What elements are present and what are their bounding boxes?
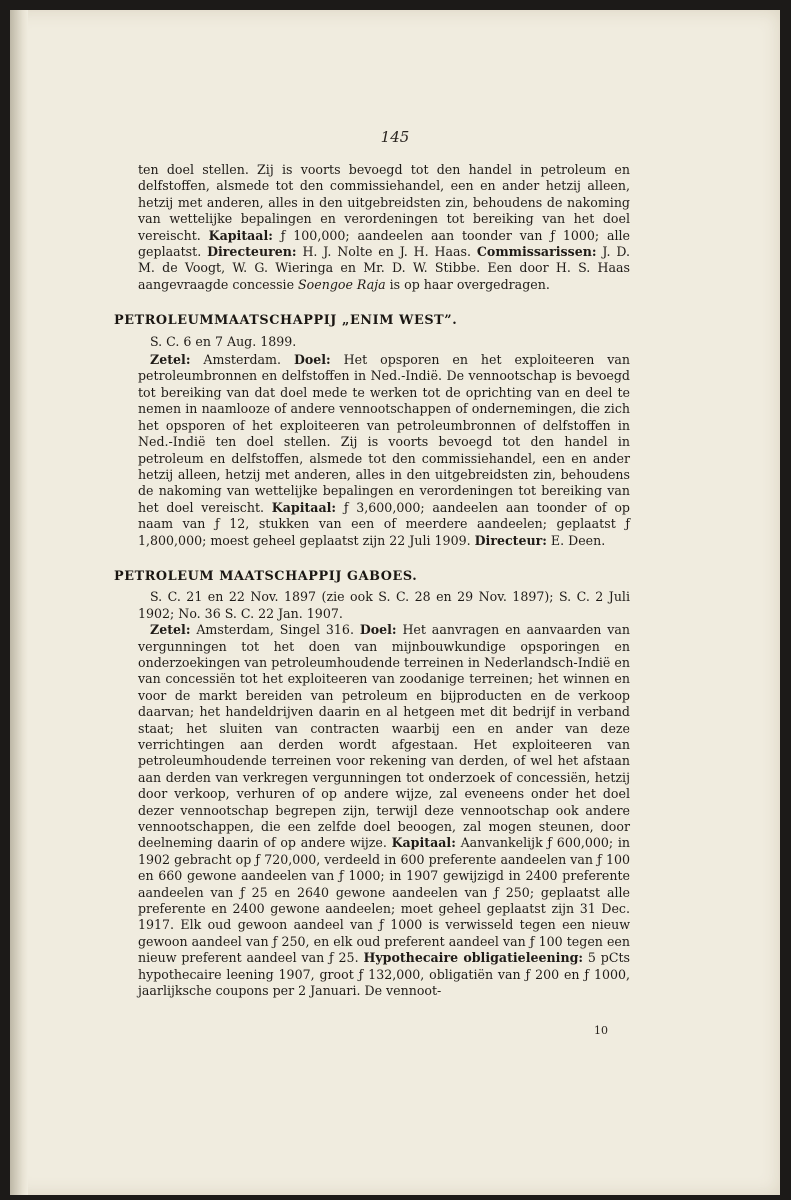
gaboes-zetel: Amsterdam, Singel 316.	[190, 622, 360, 638]
signature-mark: 10	[594, 1024, 608, 1037]
gaboes-text-1: Het aanvragen en aanvaarden van vergunningen tot het doen van mijnbouwkundige opsporingen en onderzoekingen van petroleumhoudende terreinen in Nederlandsch-Indië en van concessiën tot het exploiteeren van zoodanige terreinen; het winnen en voor de markt bereiden van petroleum en bijproducten en de verkoop daarvan; het handeldrijven daarin en al hetgeen met dit bedrijf in verband staat; het sluiten van contracten waarbij een en ander van deze verrichtingen aan derden wordt afgestaan. Het exploiteeren van petroleumhoudende terreinen voor rekening van derden, of wel het afstaan aan derden van verkregen vergunningen tot onderzoek of concessiën, hetzij door verkoop, verhuren of op andere wijze, zal eveneens onder het doel dezer vennootschap begrepen zijn, terwijl deze vennootschap ook andere vennootschappen, die een zelfde doel beoogen, zal mogen steunen, door deelneming daarin of op andere wijze.	[138, 622, 630, 851]
enim-west-heading: PETROLEUMMAATSCHAPPIJ „ENIM WEST”.	[114, 313, 458, 329]
page-number: 145	[380, 128, 410, 146]
page-body	[114, 162, 631, 1000]
enim-west-text-3: E. Deen.	[546, 532, 606, 548]
gaboes-paragraph	[138, 622, 630, 999]
intro-concession-name: Soengoe Raja	[298, 276, 386, 292]
intro-text-4: J. D. M. de Voogt, W. G. Wieringa en Mr. D. W. Stibbe. Een door H. S. Haas aangevraagde concessie	[138, 244, 630, 292]
intro-text-5: is op haar overgedragen.	[385, 276, 550, 292]
gaboes-hypo-label: Hypothecaire obligatieleening:	[363, 950, 584, 966]
intro-text-2: ƒ 100,000; aandeelen aan toonder van ƒ 1000; alle geplaatst.	[138, 227, 630, 260]
book-page	[10, 10, 780, 1195]
gaboes-text-2: Aanvankelijk ƒ 600,000; in 1902 gebracht op ƒ 720,000, verdeeld in 600 preferente aandeelen van ƒ 100 en 660 gewone aandeelen van ƒ 1000; in 1907 gewijzigd in 2400 preferente aandeelen van ƒ 25 en 2640 gewone aandeelen van ƒ 250; geplaatst alle preferente en 2400 gewone aandeelen; moet geheel geplaatst zijn 31 Dec. 1917. Elk oud gewoon aandeel van ƒ 1000 is verwisseld tegen een nieuw gewoon aandeel van ƒ 250, en elk oud preferent aandeel van ƒ 100 tegen een nieuw preferent aandeel van ƒ 25.	[138, 835, 630, 966]
enim-west-sc: S. C. 6 en 7 Aug. 1899.	[150, 333, 297, 349]
intro-text-3: H. J. Nolte en J. H. Haas.	[296, 244, 477, 260]
enim-west-doel-label: Doel:	[293, 352, 331, 368]
gaboes-heading: PETROLEUM MAATSCHAPPIJ GABOES.	[114, 568, 418, 584]
enim-west-zetel: Amsterdam.	[190, 352, 294, 368]
gaboes-doel-label: Doel:	[359, 622, 397, 638]
enim-west-paragraph	[138, 352, 630, 549]
enim-west-zetel-label: Zetel:	[150, 352, 191, 368]
gaboes-kapitaal-label: Kapitaal:	[391, 835, 456, 851]
intro-commissarissen-label: Commissarissen:	[476, 244, 597, 260]
intro-kapitaal-label: Kapitaal:	[208, 227, 273, 243]
gaboes-refs: S. C. 21 en 22 Nov. 1897 (zie ook S. C. 28 en 29 Nov. 1897); S. C. 2 Juli 1902; No. 36 S. C. 22 Jan. 1907.	[138, 589, 630, 621]
page-spine-shadow	[10, 10, 28, 1195]
enim-west-kapitaal-label: Kapitaal:	[271, 499, 337, 515]
enim-west-text-2: ƒ 3,600,000; aandeelen aan toonder of op naam van ƒ 12, stukken van een of meerdere aandeelen; geplaatst ƒ 1,800,000; moest geheel geplaatst zijn 22 Juli 1909.	[138, 499, 630, 548]
gaboes-text-3: 5 pCts hypothecaire leening 1907, groot ƒ 132,000, obligatiën van ƒ 200 en ƒ 1000, jaarlijksche coupons per 2 Januari. De vennoot-	[138, 950, 630, 999]
intro-directeuren-label: Directeuren:	[207, 244, 297, 260]
gaboes-zetel-label: Zetel:	[150, 622, 191, 638]
intro-text-1: ten doel stellen. Zij is voorts bevoegd tot den handel in petroleum en delfstoffen, alsmede tot den commissiehandel, een en ander hetzij alleen, hetzij met anderen, alles in den uitgebreidsten zin, behoudens de nakoming van wettelijke bepalingen en verordeningen tot bereiking van het doel vereischt.	[138, 162, 630, 243]
enim-west-text-1: Het opsporen en het exploiteeren van petroleumbronnen en delfstoffen in Ned.-Indië. De vennootschap is bevoegd tot bereiking van dat doel mede te werken tot de oprichting van en deel te nemen in naamlooze of andere vennootschappen of ondernemingen, die zich het opsporen of het exploiteeren van petroleumbronnen of delfstoffen in Ned.-Indië ten doel stellen. Zij is voorts bevoegd tot den handel in petroleum en delfstoffen, alsmede tot den commissiehandel, een en ander hetzij alleen, hetzij met anderen, alles in den uitgebreidsten zin, behoudens de nakoming van wettelijke bepalingen en verordeningen tot bereiking van het doel vereischt.	[138, 352, 631, 515]
enim-west-directeur-label: Directeur:	[474, 532, 547, 548]
intro-paragraph	[138, 162, 630, 293]
